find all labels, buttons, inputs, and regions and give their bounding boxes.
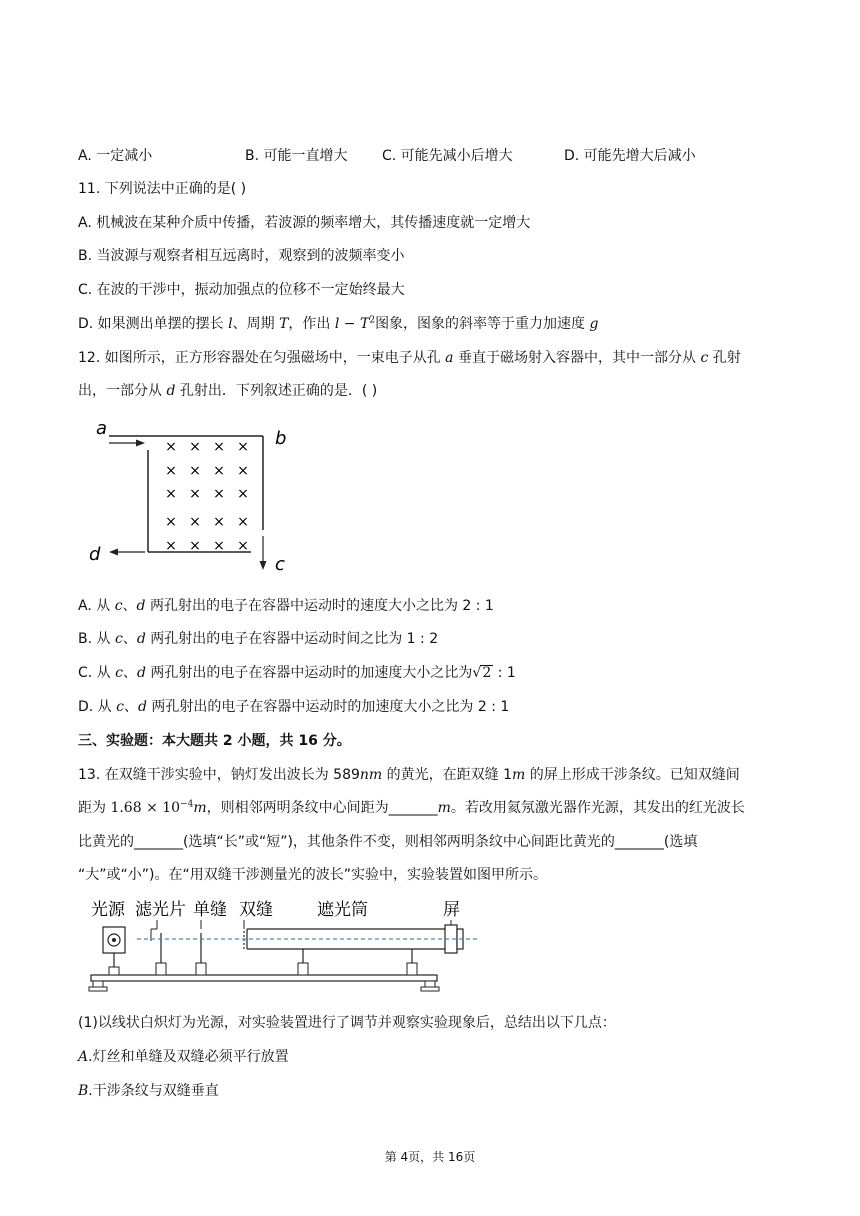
q11-option-b: B. 当波源与观察者相互远离时，观察到的波频率变小 <box>78 248 405 264</box>
q12-magnetic-field-figure <box>85 418 295 578</box>
q11-option-d: D. 如果测出单摆的摆长 l、周期 T，作出 $l - T^2$图象，图象的斜率等于重力加速度 g <box>78 315 599 332</box>
q12-option-d: D. 从 c、d 两孔射出的电子在容器中运动时的加速度大小之比为 2 : 1 <box>78 699 510 715</box>
field-cross-mark: × <box>237 538 249 554</box>
figure-label-c: c <box>275 554 285 575</box>
q13-point-a: A.灯丝和单缝及双缝必须平行放置 <box>78 1049 289 1065</box>
field-cross-mark: × <box>189 439 201 455</box>
q13-line4: “大”或“小”)。在“用双缝干涉测量光的波长”实验中，实验装置如图甲所示。 <box>78 867 547 883</box>
q11-stem: 11. 下列说法中正确的是( ) <box>78 181 247 197</box>
q11-option-c: C. 在波的干涉中，振动加强点的位移不一定始终最大 <box>78 282 405 298</box>
field-cross-mark: × <box>165 439 177 455</box>
q13-point-b: B.干涉条纹与双缝垂直 <box>78 1083 219 1099</box>
q13-part1: (1)以线状白炽灯为光源，对实验装置进行了调节并观察实验现象后，总结出以下几点： <box>78 1015 616 1031</box>
label-light-source: 光源 <box>91 900 125 920</box>
section-heading: 三、实验题：本大题共 2 小题，共 16 分。 <box>78 733 351 749</box>
field-cross-mark: × <box>189 463 201 479</box>
field-cross-mark: × <box>237 514 249 530</box>
q10-option-a: A. 一定减小 <box>78 148 153 164</box>
q10-option-c: C. 可能先减小后增大 <box>382 148 513 164</box>
q13-line3: 比黄光的_______(选填“长”或“短”)，其他条件不变，则相邻两明条纹中心间距比黄光的_______(选填 <box>78 834 698 850</box>
field-cross-mark: × <box>237 486 249 502</box>
q12-option-c: C. 从 c、d 两孔射出的电子在容器中运动时的加速度大小之比为√2 : 1 <box>78 665 516 681</box>
label-single-slit: 单缝 <box>193 900 227 920</box>
magnetic-field-crosses <box>165 439 249 554</box>
field-cross-mark: × <box>237 463 249 479</box>
figure-label-d: d <box>89 544 101 565</box>
field-cross-mark: × <box>213 486 225 502</box>
figure-label-a: a <box>96 418 108 439</box>
double-slit-apparatus-figure <box>85 893 485 1003</box>
field-cross-mark: × <box>165 486 177 502</box>
q13-line2: 距为 $1.68 \times 10^{-4}m$，则相邻两明条纹中心间距为_______m。若改用氦氖激光器作光源，其发出的红光波长 <box>78 799 745 816</box>
field-cross-mark: × <box>165 463 177 479</box>
q12-stem-line2: 出，一部分从 d 孔射出．下列叙述正确的是．( ) <box>78 383 378 399</box>
field-cross-mark: × <box>213 463 225 479</box>
q10-option-d: D. 可能先增大后减小 <box>564 148 696 164</box>
field-cross-mark: × <box>165 514 177 530</box>
q10-option-b: B. 可能一直增大 <box>245 148 348 164</box>
q12-option-b: B. 从 c、d 两孔射出的电子在容器中运动时间之比为 1 : 2 <box>78 631 439 647</box>
field-cross-mark: × <box>165 538 177 554</box>
label-screen: 屏 <box>443 900 460 920</box>
field-cross-mark: × <box>213 538 225 554</box>
q12-option-a: A. 从 c、d 两孔射出的电子在容器中运动时的速度大小之比为 2 : 1 <box>78 598 494 614</box>
field-cross-mark: × <box>189 538 201 554</box>
field-cross-mark: × <box>213 514 225 530</box>
field-cross-mark: × <box>189 486 201 502</box>
q11-option-a: A. 机械波在某种介质中传播，若波源的频率增大，其传播速度就一定增大 <box>78 215 531 231</box>
figure-label-b: b <box>275 428 287 449</box>
label-filter: 滤光片 <box>135 900 186 920</box>
field-cross-mark: × <box>189 514 201 530</box>
field-cross-mark: × <box>213 439 225 455</box>
q13-line1: 13. 在双缝干涉实验中，钠灯发出波长为 589nm 的黄光，在距双缝 1m 的屏上形成干涉条纹。已知双缝间 <box>78 767 740 783</box>
label-tube: 遮光筒 <box>317 900 368 920</box>
label-double-slit: 双缝 <box>239 900 273 920</box>
page-footer: 第 4页，共 16页 <box>384 1150 476 1164</box>
field-cross-mark: × <box>237 439 249 455</box>
q12-stem-line1: 12. 如图所示，正方形容器处在匀强磁场中，一束电子从孔 a 垂直于磁场射入容器中，其中一部分从 c 孔射 <box>78 350 741 366</box>
